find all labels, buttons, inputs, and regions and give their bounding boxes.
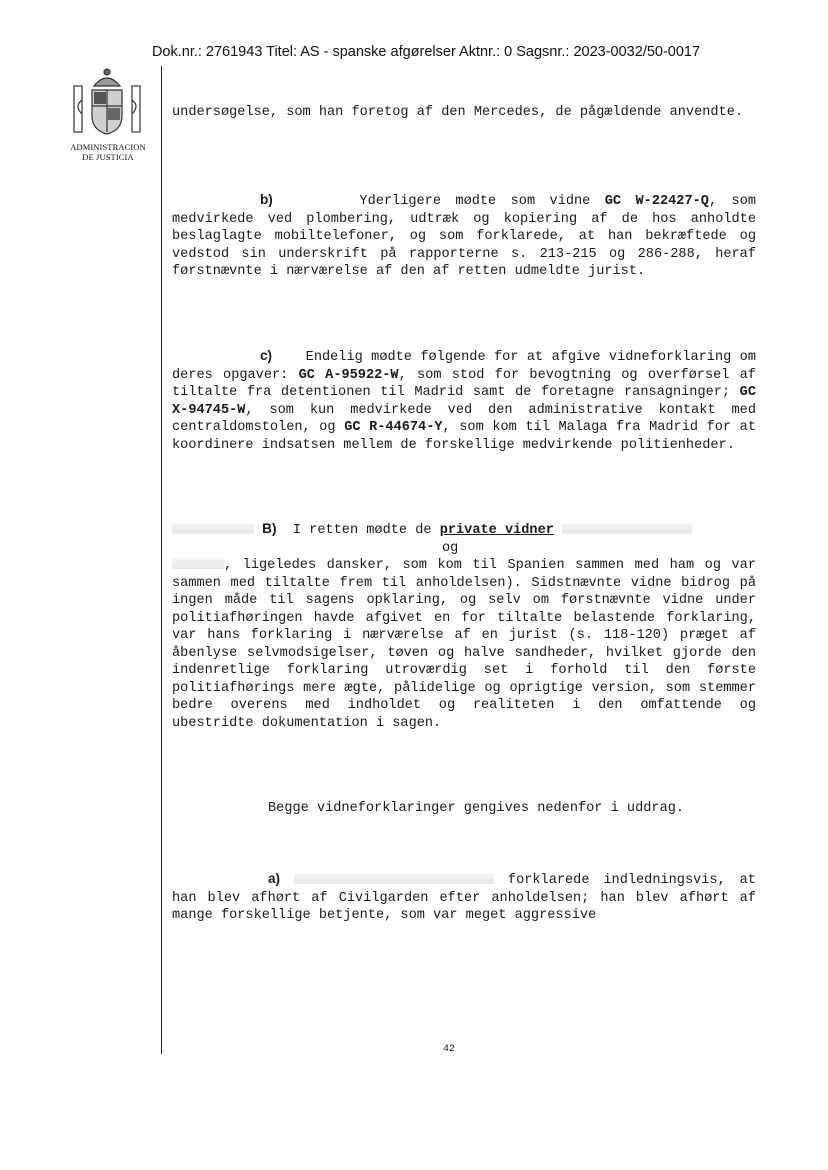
redaction [294, 874, 494, 884]
redaction [172, 524, 254, 534]
seal-label-line2: DE JUSTICIA [82, 152, 134, 162]
item-marker: B) [262, 521, 277, 536]
item-marker: a) [268, 871, 281, 886]
paragraph-c: c) Endelig mødte følgende for at afgive vidneforklaring om deres opgaver: GC A-95922-W, som stod for bevogtning og overførsel af tiltalte fra detentionen til Madrid samt de foretagne ransagninger; GC X-94745-W, som kun medvirkede ved den administrative kontakt med centraldomstolen, og GC R-44674-Y, som kom til Malaga fra Madrid for at koordinere indsatsen mellem de forskellige medvirkende politienheder. [172, 348, 756, 453]
paragraph-b: b) Yderligere mødte som vidne GC W-22427-Q, som medvirkede ved plombering, udtræk og kopiering af de hos anholdte beslaglagte mobiltelefoner, og som forklarede, at han bekræftede og vedstod sin underskrift på rapporterne s. 213-215 og 286-288, heraf førstnævnte i nærværelse af den af retten udmeldte jurist. [172, 192, 756, 279]
paragraph-continuation: undersøgelse, som han foretog af den Mercedes, de pågældende anvendte. [172, 105, 744, 120]
paragraph-a: a) forklarede indledningsvis, at han blev afhørt af Civilgarden efter anholdelsen; han blev afhørt af mange forskellige betjente, som var meget aggressive [172, 871, 756, 923]
witness-id: GC R-44674-Y [344, 420, 443, 435]
item-marker: b) [260, 192, 273, 207]
private-witnesses: private vidner [439, 523, 554, 538]
document-header: Dok.nr.: 2761943 Titel: AS - spanske afgørelser Aktnr.: 0 Sagsnr.: 2023-0032/50-0017 [151, 44, 701, 60]
paragraph-B: B) I retten mødte de private vidner og , ligeledes dansker, som kom til Spanien sammen med ham og var sammen med tiltalte frem til anholdelsen). Sidstnævnte vidne bidrog på ingen måde til sagens opklaring, og selv om førstnævnte vidne under politiafhøringen havde afgivet en for tiltalte belastende forklaring, var hans forklaring i nærværelse af en jurist (s. 118-120) præget af åbenlyse selvmodsigelser, tøven og halve sandheder, hvilket gjorde den indenretlige forklaring utroværdig set i forhold til den første politiafhørings mere ægte, pålidelige og oprigtige version, som stemmer bedre overens med indholdet og realiteten i den omfattende og ubestridte dokumentation i sagen. [172, 521, 756, 731]
seal-label-line1: ADMINISTRACION [70, 142, 146, 152]
redaction [562, 524, 692, 534]
margin-rule [161, 66, 162, 1054]
paragraph-intro: Begge vidneforklaringer gengives nedenfor i uddrag. [268, 801, 685, 816]
witness-id: GC X-94745-W [172, 385, 756, 418]
witness-id: GC A-95922-W [298, 367, 399, 383]
redaction [172, 559, 224, 569]
item-marker: c) [260, 348, 273, 363]
page-number: 42 [442, 1044, 455, 1055]
spanish-coat-of-arms-seal [62, 66, 152, 142]
witness-id: GC W-22427-Q [604, 194, 709, 209]
